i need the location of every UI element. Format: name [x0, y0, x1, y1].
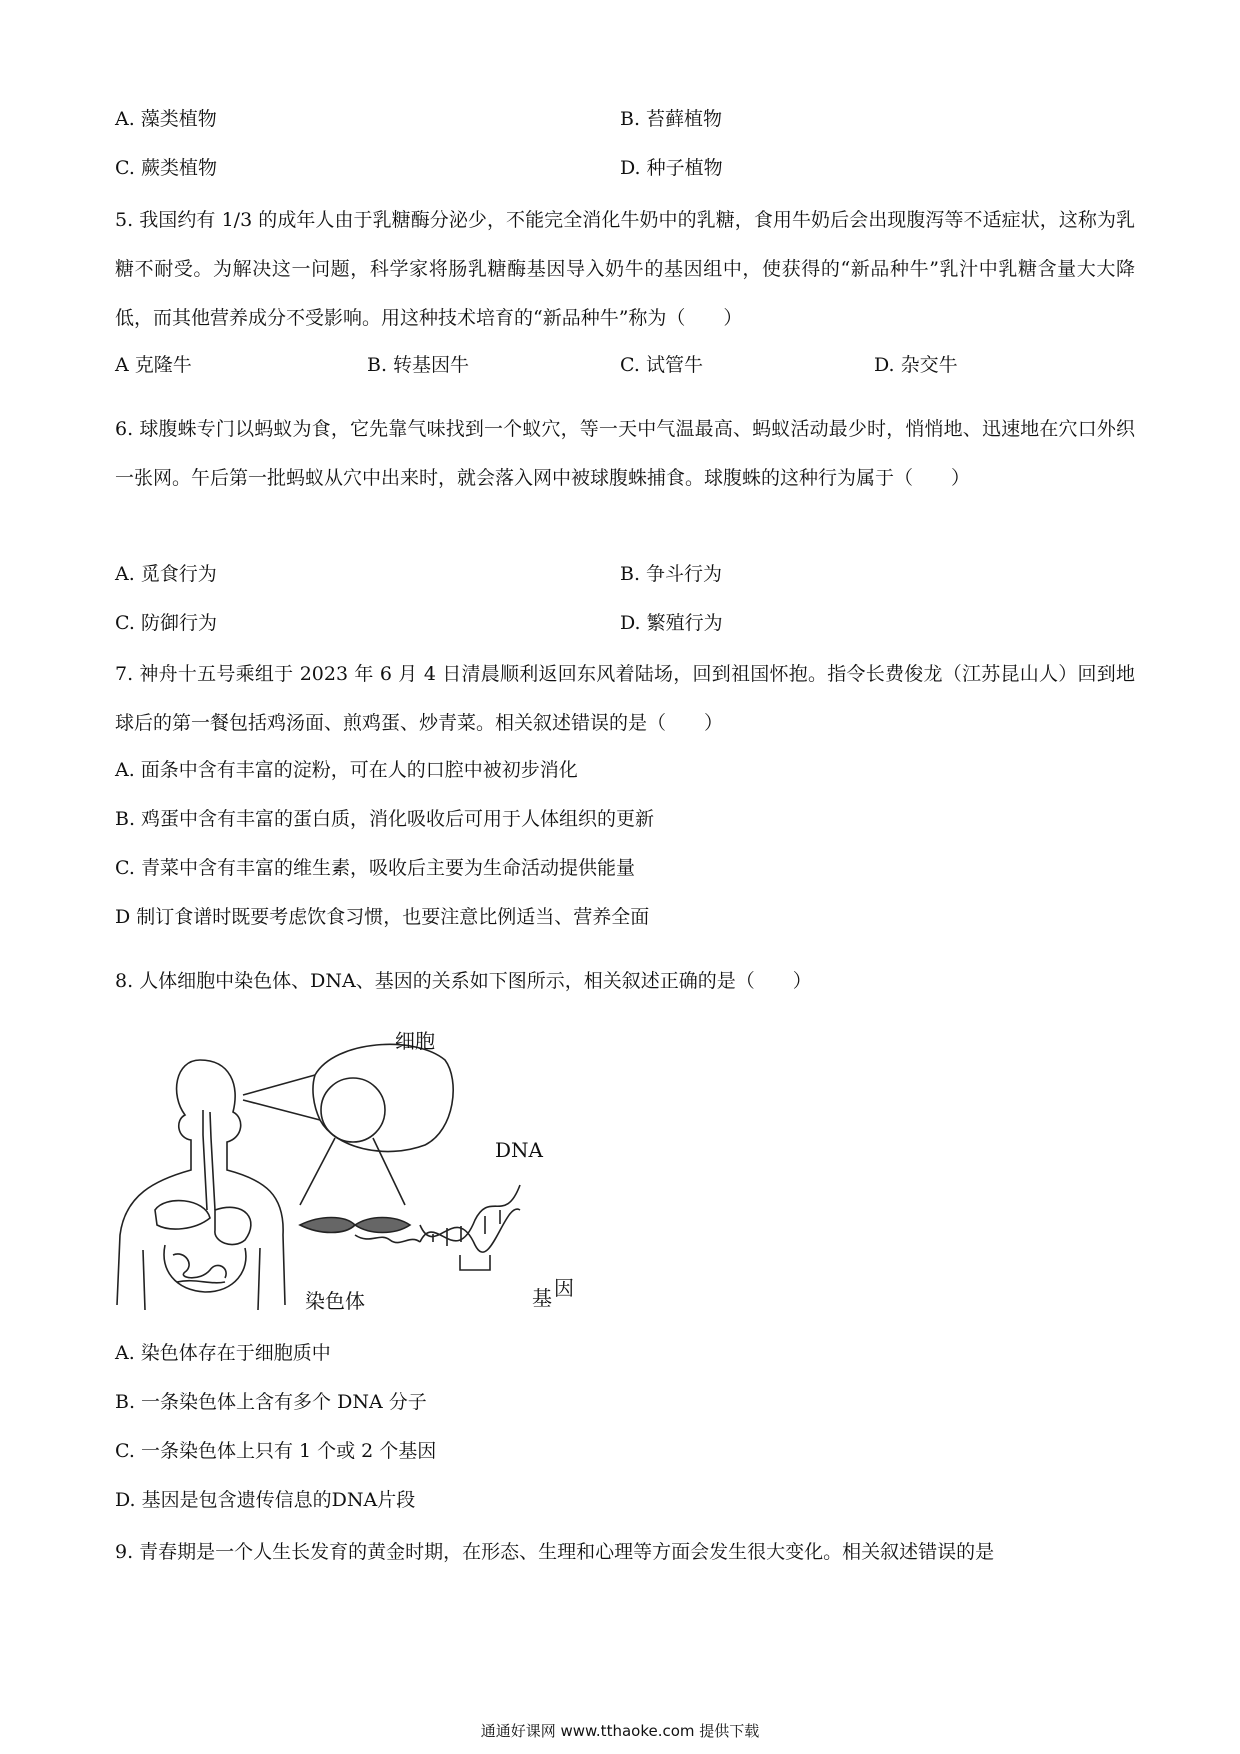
label-chromosome: 染色体	[305, 1289, 365, 1313]
q5-option-b: B. 转基因牛	[367, 354, 470, 376]
q8-option-d: D. 基因是包含遗传信息的DNA片段	[115, 1489, 416, 1511]
q6-option-b: B. 争斗行为	[620, 563, 723, 585]
q5-option-a: A 克隆牛	[115, 354, 192, 376]
q7-option-d: D 制订食谱时既要考虑饮食习惯，也要注意比例适当、营养全面	[115, 906, 650, 928]
q4-option-b: B. 苔藓植物	[620, 108, 723, 130]
figure-illustration	[115, 1020, 595, 1320]
q6-option-c: C. 防御行为	[115, 612, 217, 634]
q4-option-d: D. 种子植物	[620, 157, 723, 179]
q6-option-d: D. 繁殖行为	[620, 612, 723, 634]
q8-option-b: B. 一条染色体上含有多个 DNA 分子	[115, 1391, 427, 1413]
q5-option-c: C. 试管牛	[620, 354, 703, 376]
q6-option-a: A. 觅食行为	[115, 563, 217, 585]
q7-stem: 7. 神舟十五号乘组于 2023 年 6 月 4 日清晨顺利返回东风着陆场，回到祖国怀抱。指令长费俊龙（江苏昆山人）回到地球后的第一餐包括鸡汤面、煎鸡蛋、炒青菜。相关叙述错误的是（ ）	[115, 663, 1135, 734]
q5-stem: 5. 我国约有 1/3 的成年人由于乳糖酶分泌少，不能完全消化牛奶中的乳糖，食用牛奶后会出现腹泻等不适症状，这称为乳糖不耐受。为解决这一问题，科学家将肠乳糖酶基因导入奶牛的基因组中，使获得的“新品种牛”乳汁中乳糖含量大大降低，而其他营养成分不受影响。用这种技术培育的“新品种牛”称为（ ）	[115, 209, 1135, 329]
q8-stem: 8. 人体细胞中染色体、DNA、基因的关系如下图所示，相关叙述正确的是（ ）	[115, 970, 812, 992]
label-gene-part2: 因	[554, 1276, 574, 1300]
q7-option-a: A. 面条中含有丰富的淀粉，可在人的口腔中被初步消化	[115, 759, 578, 781]
q7-option-b: B. 鸡蛋中含有丰富的蛋白质，消化吸收后可用于人体组织的更新	[115, 808, 655, 830]
q9-stem: 9. 青春期是一个人生长发育的黄金时期，在形态、生理和心理等方面会发生很大变化。相关叙述错误的是	[115, 1541, 995, 1563]
q4-option-a: A. 藻类植物	[115, 108, 217, 130]
q6-stem: 6. 球腹蛛专门以蚂蚁为食，它先靠气味找到一个蚁穴，等一天中气温最高、蚂蚁活动最少时，悄悄地、迅速地在穴口外织一张网。午后第一批蚂蚁从穴中出来时，就会落入网中被球腹蛛捕食。球腹蛛的这种行为属于（ ）	[115, 418, 1135, 489]
chromosome-dna-gene-figure	[115, 1020, 595, 1320]
label-dna: DNA	[495, 1138, 543, 1162]
label-cell: 细胞	[395, 1029, 435, 1053]
q8-option-c: C. 一条染色体上只有 1 个或 2 个基因	[115, 1440, 437, 1462]
q7-option-c: C. 青菜中含有丰富的维生素，吸收后主要为生命活动提供能量	[115, 857, 635, 879]
q4-option-c: C. 蕨类植物	[115, 157, 217, 179]
q5-option-d: D. 杂交牛	[874, 354, 958, 376]
page-footer: 通通好课网 www.tthaoke.com 提供下载	[480, 1722, 760, 1740]
q8-option-a: A. 染色体存在于细胞质中	[115, 1342, 331, 1364]
label-gene-part1: 基	[532, 1286, 552, 1310]
